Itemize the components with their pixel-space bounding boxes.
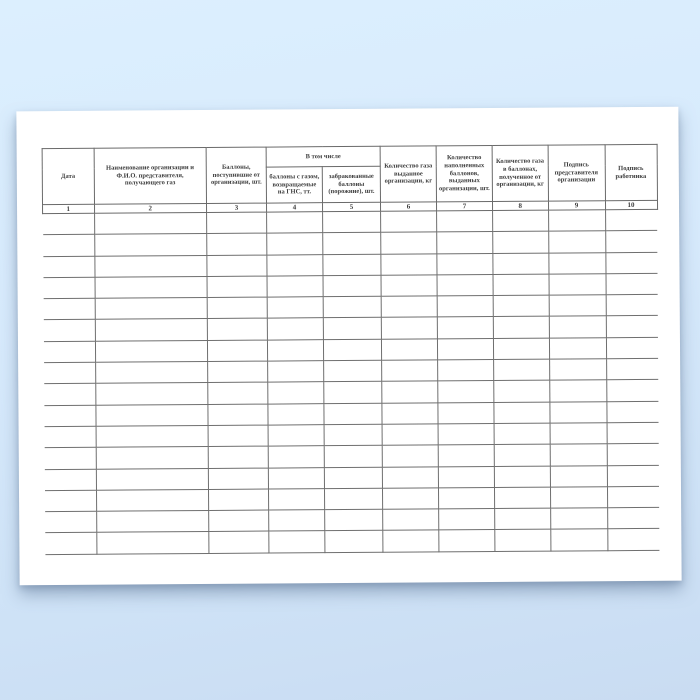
empty-cell — [43, 341, 95, 363]
empty-cell — [550, 487, 607, 509]
empty-cell — [267, 233, 323, 255]
empty-cell — [267, 318, 323, 340]
empty-cell — [438, 423, 494, 445]
empty-cell — [439, 530, 495, 552]
empty-cell — [381, 339, 437, 361]
empty-cell — [208, 468, 268, 490]
column-header-2: Наименование организации и Ф.И.О. представителя, получающего газ — [94, 147, 207, 204]
empty-cell — [267, 276, 323, 298]
column-number-4: 4 — [267, 203, 323, 212]
empty-cell — [43, 277, 95, 299]
empty-cell — [437, 232, 493, 254]
column-subheader-5: забракованные баллоны (порожние), шт. — [322, 166, 380, 202]
empty-cell — [207, 297, 267, 319]
empty-cell — [437, 317, 493, 339]
empty-cell — [437, 253, 493, 275]
empty-cell — [96, 425, 209, 447]
empty-cell — [96, 447, 209, 469]
empty-cell — [207, 276, 267, 298]
empty-cell — [45, 533, 97, 555]
column-number-10: 10 — [605, 200, 657, 209]
empty-cell — [381, 232, 437, 254]
empty-cell — [438, 466, 494, 488]
empty-cell — [323, 296, 381, 318]
empty-cell — [268, 361, 324, 383]
empty-cell — [438, 402, 494, 424]
empty-cell — [493, 317, 549, 339]
column-number-3: 3 — [207, 203, 267, 212]
empty-cell — [382, 403, 438, 425]
empty-cell — [44, 426, 96, 448]
empty-cell — [208, 361, 268, 383]
empty-cell — [607, 465, 659, 487]
empty-cell — [549, 380, 606, 402]
column-header-8: Количество газа в баллонах, полученное от организации, кг — [492, 145, 548, 201]
empty-cell — [268, 403, 324, 425]
empty-cell — [495, 487, 551, 509]
empty-cell — [268, 382, 324, 404]
empty-cell — [606, 273, 658, 295]
empty-cell — [96, 468, 209, 490]
empty-cell — [607, 507, 659, 529]
empty-cell — [548, 231, 605, 253]
empty-cell — [493, 295, 549, 317]
empty-cell — [381, 253, 437, 275]
column-number-6: 6 — [381, 202, 437, 211]
empty-cell — [323, 339, 381, 361]
empty-cell — [606, 295, 658, 317]
empty-cell — [267, 339, 323, 361]
empty-cell — [607, 529, 659, 551]
empty-cell — [494, 466, 550, 488]
empty-cell — [550, 465, 607, 487]
empty-cell — [95, 298, 208, 320]
empty-cell — [323, 275, 381, 297]
empty-cell — [550, 508, 607, 530]
empty-cell — [549, 337, 606, 359]
empty-cell — [43, 298, 95, 320]
empty-cell — [209, 532, 269, 554]
empty-cell — [207, 340, 267, 362]
empty-cell — [382, 445, 438, 467]
empty-cell — [269, 510, 325, 532]
empty-cell — [494, 359, 550, 381]
empty-cell — [325, 531, 383, 553]
empty-cell — [383, 488, 439, 510]
empty-cell — [94, 255, 207, 277]
empty-cell — [494, 402, 550, 424]
empty-cell — [549, 401, 606, 423]
empty-cell — [96, 511, 209, 533]
empty-cell — [45, 511, 97, 533]
empty-cell — [550, 423, 607, 445]
empty-cell — [606, 401, 658, 423]
empty-cell — [207, 233, 267, 255]
empty-cell — [383, 509, 439, 531]
column-number-1: 1 — [43, 204, 95, 213]
empty-cell — [208, 425, 268, 447]
empty-cell — [606, 337, 658, 359]
empty-cell — [95, 362, 208, 384]
empty-cell — [550, 444, 607, 466]
empty-cell — [494, 423, 550, 445]
column-number-2: 2 — [94, 203, 207, 213]
empty-cell — [438, 445, 494, 467]
empty-cell — [324, 446, 382, 468]
empty-cell — [324, 360, 382, 382]
empty-cell — [95, 340, 208, 362]
empty-cell — [549, 359, 606, 381]
empty-cell — [95, 319, 208, 341]
empty-cell — [382, 381, 438, 403]
empty-cell — [494, 444, 550, 466]
empty-cell — [438, 360, 494, 382]
empty-cell — [45, 490, 97, 512]
empty-cell — [267, 254, 323, 276]
empty-cell — [323, 318, 381, 340]
empty-cell — [44, 362, 96, 384]
document-page — [16, 107, 681, 586]
empty-cell — [493, 274, 549, 296]
empty-cell — [381, 211, 437, 233]
empty-cell — [606, 358, 658, 380]
empty-cell — [493, 338, 549, 360]
empty-cell — [323, 254, 381, 276]
empty-cell — [208, 404, 268, 426]
empty-cell — [549, 295, 606, 317]
column-header-3: Баллоны, поступившие от организации, шт. — [206, 147, 266, 203]
empty-cell — [495, 508, 551, 530]
empty-cell — [493, 210, 549, 232]
empty-cell — [268, 446, 324, 468]
empty-cell — [323, 211, 381, 233]
empty-cell — [382, 424, 438, 446]
gas-log-form-table — [42, 144, 660, 555]
empty-cell — [94, 212, 207, 234]
empty-cell — [267, 297, 323, 319]
empty-cell — [43, 256, 95, 278]
empty-cell — [607, 486, 659, 508]
empty-cell — [549, 274, 606, 296]
empty-cell — [605, 209, 657, 231]
empty-cell — [325, 509, 383, 531]
empty-cell — [607, 444, 659, 466]
column-header-9: Подпись представителя организации — [548, 145, 605, 201]
empty-cell — [324, 467, 382, 489]
empty-cell — [493, 253, 549, 275]
empty-cell — [96, 532, 209, 554]
empty-cell — [381, 296, 437, 318]
empty-cell — [44, 469, 96, 491]
empty-cell — [324, 403, 382, 425]
empty-cell — [494, 380, 550, 402]
empty-cell — [269, 531, 325, 553]
empty-cell — [95, 383, 208, 405]
empty-cell — [95, 404, 208, 426]
empty-cell — [268, 467, 324, 489]
empty-cell — [94, 234, 207, 256]
group-header-v-tom-chisle: В том числе — [266, 146, 380, 167]
empty-cell — [383, 530, 439, 552]
empty-cell — [207, 212, 267, 234]
empty-cell — [549, 316, 606, 338]
empty-cell — [324, 424, 382, 446]
empty-cell — [208, 446, 268, 468]
empty-cell — [96, 489, 209, 511]
empty-cell — [209, 510, 269, 532]
empty-cell — [324, 488, 382, 510]
empty-cell — [437, 296, 493, 318]
column-header-6: Количество газа выданное организации, кг — [380, 146, 436, 202]
empty-cell — [267, 212, 323, 234]
empty-cell — [548, 252, 605, 274]
column-header-7: Количество наполненных баллонов, выданных организации, шт. — [436, 145, 492, 201]
column-number-7: 7 — [437, 201, 493, 210]
empty-cell — [605, 231, 657, 253]
empty-cell — [323, 233, 381, 255]
empty-cell — [268, 489, 324, 511]
empty-cell — [550, 529, 607, 551]
empty-cell — [493, 231, 549, 253]
empty-cell — [382, 466, 438, 488]
empty-cell — [606, 316, 658, 338]
column-header-1: Дата — [42, 148, 94, 204]
empty-cell — [607, 422, 659, 444]
empty-cell — [43, 235, 95, 257]
column-subheader-4: баллоны с газом, возвращаемые на ГНС, тт. — [266, 167, 322, 203]
empty-cell — [382, 360, 438, 382]
empty-cell — [438, 381, 494, 403]
empty-cell — [208, 489, 268, 511]
empty-cell — [439, 487, 495, 509]
empty-cell — [437, 274, 493, 296]
empty-cell — [437, 210, 493, 232]
empty-cell — [43, 213, 95, 235]
column-number-8: 8 — [493, 201, 549, 210]
empty-cell — [44, 405, 96, 427]
column-number-9: 9 — [548, 201, 605, 210]
empty-cell — [437, 338, 493, 360]
empty-cell — [605, 252, 657, 274]
empty-cell — [43, 320, 95, 342]
empty-cell — [324, 382, 382, 404]
empty-cell — [381, 275, 437, 297]
empty-cell — [439, 509, 495, 531]
empty-cell — [606, 380, 658, 402]
empty-cell — [381, 317, 437, 339]
empty-cell — [207, 255, 267, 277]
empty-cell — [495, 530, 551, 552]
empty-cell — [44, 384, 96, 406]
column-header-10: Подпись работника — [605, 144, 657, 200]
empty-cell — [268, 425, 324, 447]
column-number-5: 5 — [322, 202, 380, 211]
empty-cell — [95, 276, 208, 298]
empty-cell — [44, 448, 96, 470]
empty-cell — [208, 382, 268, 404]
empty-cell — [548, 210, 605, 232]
table-row — [45, 529, 660, 555]
empty-cell — [207, 319, 267, 341]
